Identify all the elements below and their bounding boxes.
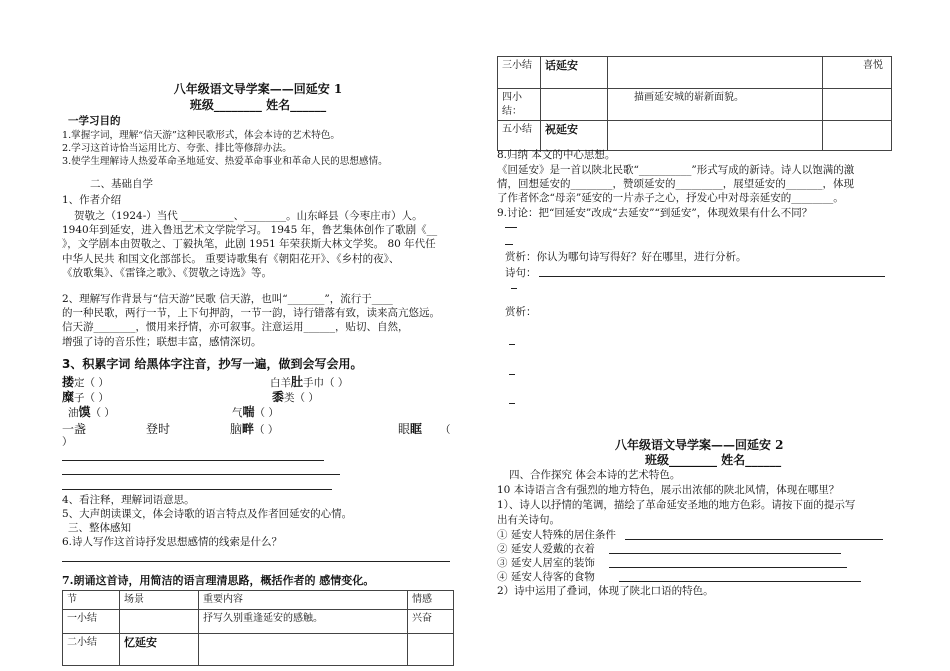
dash-mark bbox=[505, 227, 517, 228]
table-cell bbox=[608, 121, 823, 151]
vocab-pinyin-blank: （ bbox=[440, 424, 451, 436]
table-cell: 一小结 bbox=[63, 609, 120, 633]
table-cell: 描画延安城的崭新面貌。 bbox=[608, 89, 823, 121]
copy-line bbox=[62, 489, 332, 490]
vocab-pinyin-blank: 手巾（ ） bbox=[303, 377, 349, 389]
section-goals-heading: 一学习目的 bbox=[68, 115, 121, 127]
vocab-prefix: 眼 bbox=[398, 422, 411, 436]
table-header-cell: 情感 bbox=[408, 591, 454, 610]
copy-line bbox=[62, 474, 340, 475]
q4-text: 4、看注释，理解词语意思。 bbox=[62, 494, 195, 506]
vocab-item bbox=[62, 389, 109, 405]
prompt-answer-line bbox=[619, 581, 861, 582]
summary-table-left bbox=[62, 590, 454, 666]
table-header-cell: 重要内容 bbox=[199, 591, 408, 610]
q2-line: 信天游________，惯用来抒情，亦可叙事。注意运用______，贴切、自然， bbox=[62, 321, 409, 334]
table-cell: 二小结 bbox=[63, 633, 120, 665]
author-line: 《放歌集》、《雷锋之歌》、《贺敬之诗选》等。 bbox=[62, 266, 272, 279]
table-cell: 喜悦 bbox=[823, 57, 892, 89]
table-row bbox=[498, 89, 892, 121]
vocab-item bbox=[272, 389, 319, 405]
table-cell bbox=[608, 57, 823, 89]
q10-text: 10 本诗语言含有强烈的地方特色，展示出浓郁的陕北风情，体现在哪里？ bbox=[497, 484, 840, 496]
vocab-item bbox=[230, 421, 278, 437]
dash-mark bbox=[509, 344, 515, 345]
author-paragraph bbox=[62, 209, 462, 280]
prompt-item: ④ 延安人待客的食物 bbox=[497, 571, 595, 583]
vocab-char: 喘 bbox=[242, 405, 255, 419]
table-cell bbox=[823, 89, 892, 121]
dash-mark bbox=[509, 403, 515, 404]
poem-label: 诗句： bbox=[505, 267, 537, 279]
vocab-pinyin-blank: 类（ ） bbox=[284, 392, 319, 404]
q8-line: 情，回想延安的________，赞颂延安的_________，展望延安的_______，体现 bbox=[497, 178, 854, 191]
prompt-item: ② 延安人爱戴的衣着 bbox=[497, 543, 595, 555]
q10-1-text: 1）、诗人以抒情的笔调，描绘了革命延安圣地的地方色彩。请按下面的提示写 bbox=[497, 499, 856, 511]
summary-table-right bbox=[497, 56, 892, 151]
prompt-item: ③ 延安人居室的装饰 bbox=[497, 557, 595, 569]
table-row bbox=[63, 633, 454, 665]
vocab-char: 糜 bbox=[62, 390, 75, 404]
author-line: 中华人民共 和国文化部部长。 重要诗歌集有《朝阳花开》、《乡村的夜》、 bbox=[62, 252, 400, 265]
table-cell: 五小结 bbox=[498, 121, 541, 151]
table-row bbox=[498, 121, 892, 151]
vocab-prefix: 气 bbox=[232, 407, 243, 419]
section-self-study-heading: 二、基础自学 bbox=[90, 178, 153, 190]
q9-text: 9.讨论：把“回延安”改成“去延安”“到延安”，体现效果有什么不同？ bbox=[497, 207, 813, 219]
table-cell: 抒写久别重逢延安的感触。 bbox=[199, 609, 408, 633]
vocab-char: 搂 bbox=[62, 375, 75, 389]
vocab-char: 馍 bbox=[78, 405, 91, 419]
author-line: 1940年到延安，进入鲁迅艺术文学院学习。 1945 年，鲁艺集体创作了歌剧《__ bbox=[62, 224, 438, 237]
vocab-char: 畔 bbox=[242, 422, 255, 436]
vocab-pinyin-blank: 定（ ） bbox=[74, 377, 109, 389]
vocab-pinyin-blank: （ ） bbox=[254, 407, 279, 419]
goal-item: 1.掌握字词，理解“信天游”这种民歌形式，体会本诗的艺术特色。 bbox=[62, 130, 340, 141]
section-overview-heading: 三、整体感知 bbox=[68, 522, 131, 534]
q8-text: 8.归纳 本文的中心思想。 bbox=[497, 149, 616, 161]
vocab-item bbox=[62, 374, 109, 390]
table-cell: 三小结 bbox=[498, 57, 541, 89]
goal-item: 3.使学生理解诗人热爱革命圣地延安、热爱革命事业和革命人民的思想感情。 bbox=[62, 155, 388, 167]
vocab-char: 眶 bbox=[410, 422, 423, 436]
vocab-prefix: 油 bbox=[68, 407, 79, 419]
q1-author-intro: 1、作者介绍 bbox=[62, 194, 122, 206]
prompt-answer-line bbox=[609, 553, 841, 554]
prompt-item: ① 延安人特殊的居住条件 bbox=[497, 529, 616, 541]
q8-line: 了作者怀念“母亲”延安的一片赤子之心，抒发心中对母亲延安的________。 bbox=[497, 192, 844, 205]
table-cell bbox=[541, 89, 608, 121]
q6-text: 6.诗人写作这首诗抒发思想感情的线索是什么？ bbox=[62, 536, 283, 548]
q5-text: 5、大声朗读课文，体会诗歌的语言特点及作者回延安的心情。 bbox=[62, 508, 353, 520]
vocab-pinyin-blank: 子（ ） bbox=[74, 392, 109, 404]
poem-answer-line bbox=[539, 276, 885, 277]
q2-line: 2、理解写作背景与“信天游”民歌 信天游，也叫“_______”，流行于____ bbox=[62, 293, 393, 305]
vocab-char: 黍 bbox=[272, 390, 285, 404]
copy-line bbox=[62, 460, 324, 461]
q2-background bbox=[62, 292, 462, 349]
table-cell bbox=[199, 633, 408, 665]
dash-mark bbox=[511, 288, 517, 289]
dash-mark bbox=[505, 244, 513, 245]
title-2: 八年级语文导学案——回延安 2 bbox=[615, 438, 784, 452]
goals-list bbox=[62, 130, 454, 169]
table-cell: 祝延安 bbox=[541, 121, 608, 151]
q7-text: 7.朗诵这首诗，用简洁的语言理清思路，概括作者的 感情变化。 bbox=[62, 574, 375, 587]
vocab-char: 肚 bbox=[291, 375, 304, 389]
vocab-item bbox=[398, 421, 451, 437]
class-name-line-2: 班级________ 姓名______ bbox=[645, 453, 782, 467]
vocab-item: 登时 bbox=[146, 422, 171, 436]
prompt-answer-line bbox=[609, 567, 847, 568]
table-cell bbox=[823, 121, 892, 151]
section-cooperation-heading: 四、合作探究 体会本诗的艺术特色。 bbox=[509, 469, 681, 481]
goal-item: 2.学习这首诗恰当运用比方、夸张、排比等修辞办法。 bbox=[62, 142, 292, 154]
vocab-pinyin-blank: （ ） bbox=[254, 424, 279, 436]
vocab-item: ） bbox=[62, 436, 73, 448]
q2-line: 的一种民歌，两行一节，上下句押韵，一节一韵，诗行错落有致，读来高亢悠远。 bbox=[62, 307, 440, 320]
table-cell: 忆延安 bbox=[120, 633, 199, 665]
appreciate-label: 赏析： bbox=[505, 306, 537, 318]
author-line: 贺敬之（1924-）当代 __________、________。山东峄县（今枣庄市）人。 bbox=[74, 210, 423, 222]
appreciate-question: 赏析：你认为哪句诗写得好？好在哪里，进行分析。 bbox=[505, 251, 747, 263]
table-cell: 四小结： bbox=[498, 89, 541, 121]
q10-1-text-cont: 出有关诗句。 bbox=[497, 514, 560, 526]
class-name-line-1: 班级________ 姓名______ bbox=[189, 98, 327, 112]
table-header-row bbox=[63, 591, 454, 610]
dash-mark bbox=[509, 374, 515, 375]
title-1: 八年级语文导学案——回延安 1 bbox=[173, 82, 343, 96]
prompt-answer-line bbox=[625, 539, 883, 540]
q8-paragraph bbox=[497, 163, 895, 206]
table-header-cell: 节 bbox=[63, 591, 120, 610]
vocab-item bbox=[270, 374, 348, 390]
vocab-prefix: 脑 bbox=[230, 422, 243, 436]
vocab-item: 一盏 bbox=[62, 422, 87, 436]
table-cell: 话延安 bbox=[541, 57, 608, 89]
q8-line: 《回延安》是一首以陕北民歌“__________”形式写成的新诗。诗人以饱满的激 bbox=[497, 164, 855, 176]
table-row bbox=[63, 609, 454, 633]
vocab-item bbox=[68, 404, 115, 420]
table-cell bbox=[408, 633, 454, 665]
vocab-item bbox=[232, 404, 279, 420]
vocab-pinyin-blank: （ ） bbox=[90, 407, 115, 419]
table-row bbox=[498, 57, 892, 89]
answer-line bbox=[62, 561, 450, 562]
vocab-prefix: 白羊 bbox=[270, 377, 291, 389]
author-line: 》，文学剧本由贺敬之、丁毅执笔，此剧 1951 年荣获斯大林文学奖。 80 年代任 bbox=[62, 238, 436, 251]
table-cell: 兴奋 bbox=[408, 609, 454, 633]
q10-2-text: 2）诗中运用了叠词，体现了陕北口语的特色。 bbox=[497, 585, 714, 597]
table-cell bbox=[120, 609, 199, 633]
q3-vocab-heading: 3、积累字词 给黑体字注音，抄写一遍，做到会写会用。 bbox=[62, 357, 363, 371]
table-header-cell: 场景 bbox=[120, 591, 199, 610]
q2-line: 增强了诗的音乐性；联想丰富，感情深切。 bbox=[62, 335, 262, 348]
